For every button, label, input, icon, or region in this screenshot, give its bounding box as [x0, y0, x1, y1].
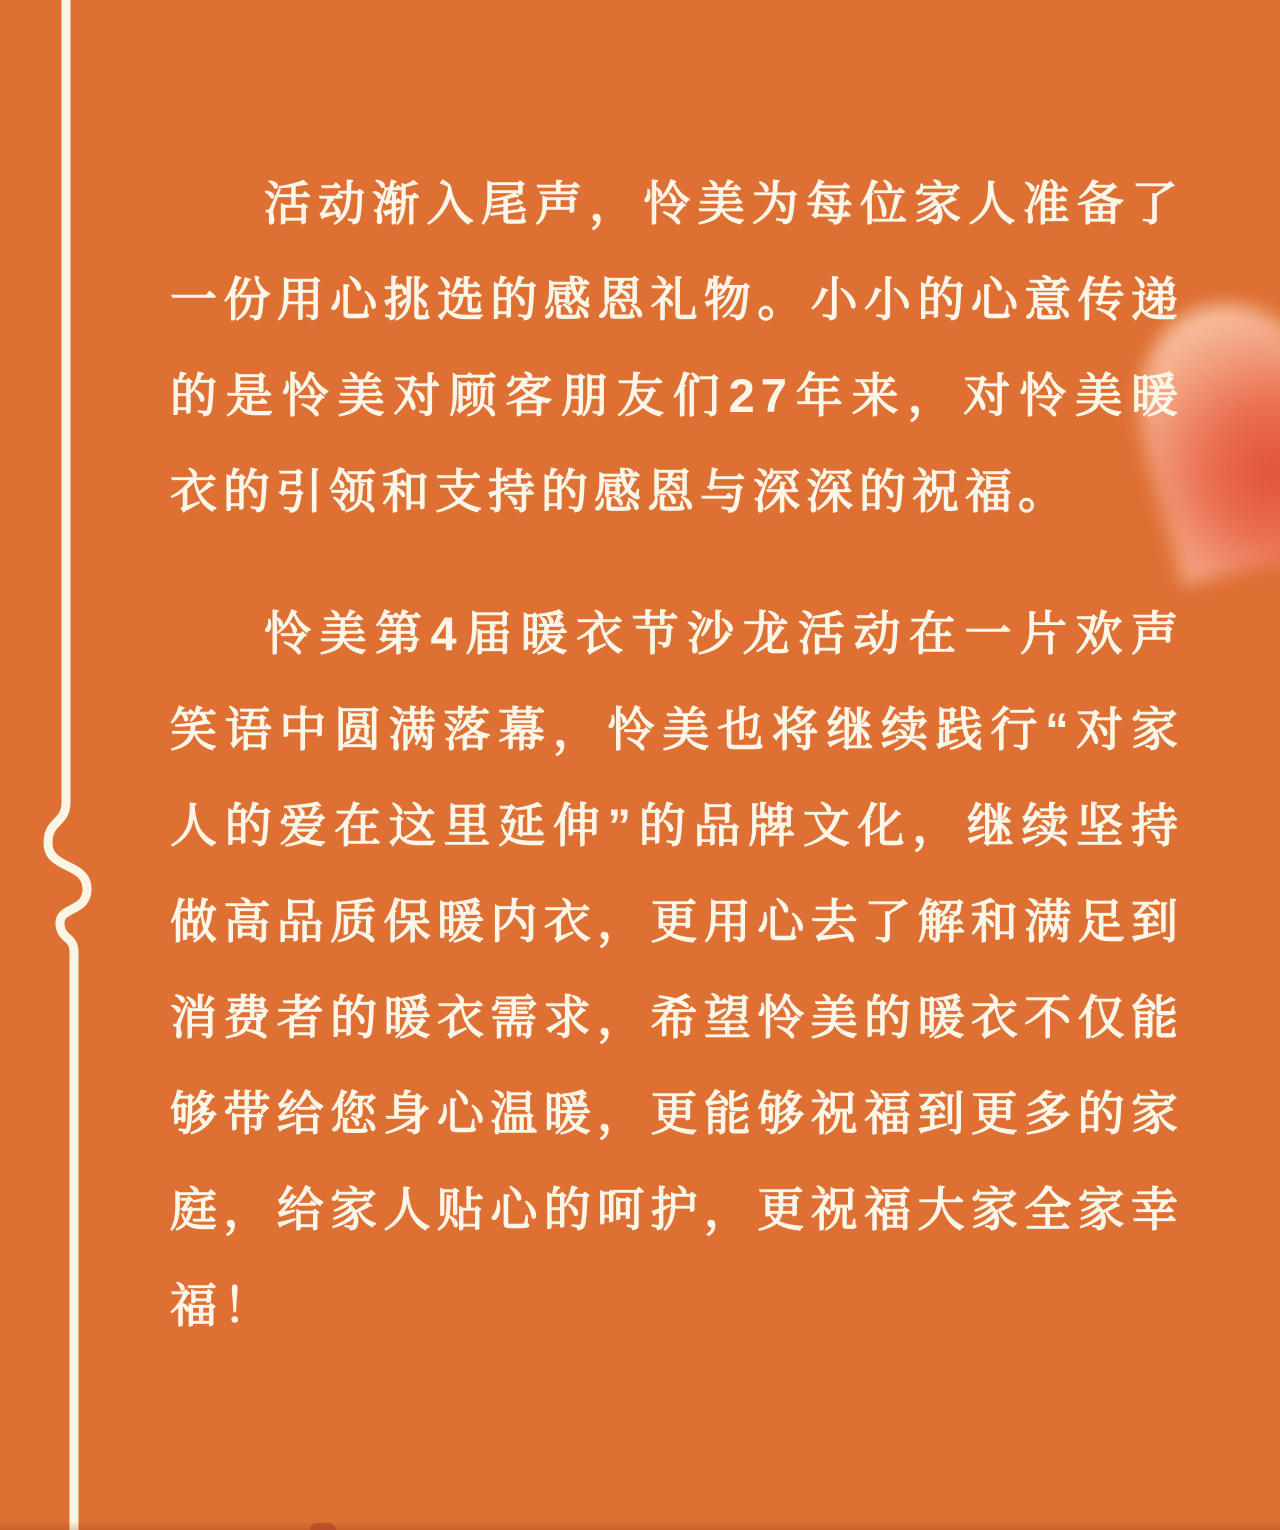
paragraph-gift-thanks: 活动渐入尾声，怜美为每位家人准备了一份用心挑选的感恩礼物。小小的心意传递的是怜美对顾客朋友们27年来，对怜美暖衣的引领和支持的感恩与深深的祝福。: [170, 177, 1184, 518]
next-section-peek-shape: [310, 1523, 336, 1530]
left-squiggle-line: [0, 0, 140, 1530]
article-text-block: [170, 156, 1184, 1400]
bottom-edge-shadow: [0, 1521, 1280, 1530]
paragraph-closing-wishes: 怜美第4届暖衣节沙龙活动在一片欢声笑语中圆满落幕，怜美也将继续践行“对家人的爱在这里延伸”的品牌文化，继续坚持做高品质保暖内衣，更用心去了解和满足到消费者的暖衣需求，希望怜美的暖衣不仅能够带给您身心温暖，更能够祝福到更多的家庭，给家人贴心的呵护，更祝福大家全家幸福！: [170, 607, 1184, 1332]
